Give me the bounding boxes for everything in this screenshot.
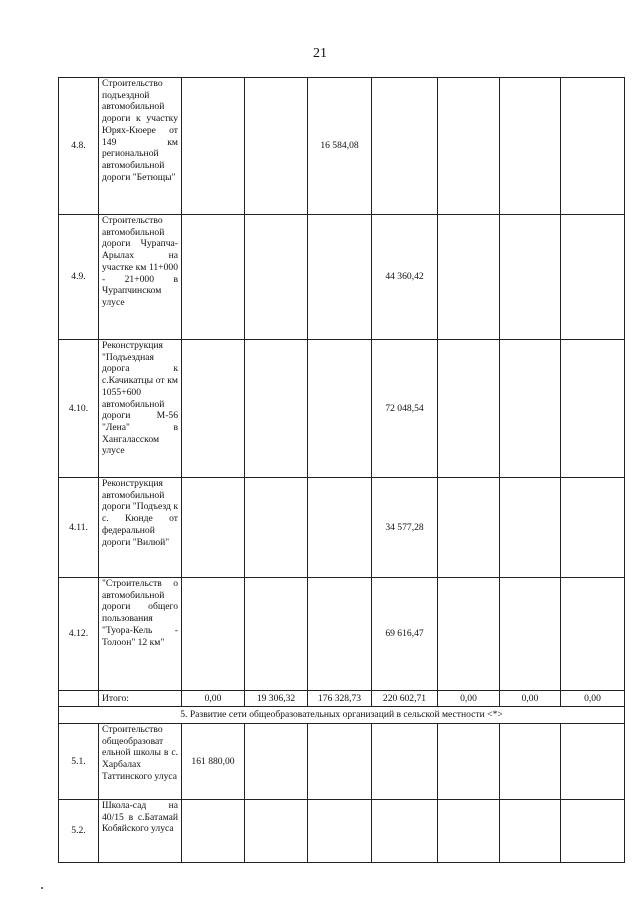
cell <box>500 215 561 340</box>
cell <box>500 724 561 800</box>
cell <box>308 215 372 340</box>
row-number: 4.12. <box>59 578 99 691</box>
cell <box>308 800 372 863</box>
cell <box>372 724 438 800</box>
total-value: 176 328,73 <box>308 691 372 707</box>
cell <box>372 78 438 215</box>
cell <box>308 478 372 578</box>
cell <box>561 78 625 215</box>
cell <box>245 215 308 340</box>
row-name: Строительство подъездной автомобильной дороги к участку Юрях-Кюере от 149 км региональной автомобильной дороги "Бетющы" <box>99 78 182 215</box>
cell <box>561 724 625 800</box>
cell-value: 69 616,47 <box>372 578 438 691</box>
cell <box>561 340 625 478</box>
row-number: 4.11. <box>59 478 99 578</box>
cell <box>500 78 561 215</box>
page-number: 21 <box>313 46 327 61</box>
table-row <box>59 78 625 215</box>
cell <box>59 691 99 707</box>
total-value: 0,00 <box>182 691 245 707</box>
cell <box>561 800 625 863</box>
cell <box>245 478 308 578</box>
total-value: 0,00 <box>500 691 561 707</box>
cell <box>308 724 372 800</box>
cell <box>438 578 500 691</box>
cell <box>500 340 561 478</box>
cell <box>245 800 308 863</box>
table-row <box>59 478 625 578</box>
total-label: Итого: <box>99 691 182 707</box>
cell <box>245 78 308 215</box>
row-number: 4.10. <box>59 340 99 478</box>
cell <box>245 724 308 800</box>
section-heading-row <box>59 707 625 724</box>
table-row <box>59 800 625 863</box>
row-name: Строительство общеобразоват ельной школы в с. Харбалах Таттинского улуса <box>99 724 182 800</box>
row-name: Строительство автомобильной дороги Чурапча-Арылах на участке км 11+000 - 21+000 в Чурапчинском улусе <box>99 215 182 340</box>
total-row <box>59 691 625 707</box>
scan-speck <box>41 887 43 889</box>
cell <box>438 724 500 800</box>
row-number: 5.2. <box>59 800 99 863</box>
cell <box>372 800 438 863</box>
total-value: 0,00 <box>438 691 500 707</box>
cell <box>438 215 500 340</box>
cell <box>438 478 500 578</box>
cell <box>182 578 245 691</box>
cell <box>561 215 625 340</box>
cell <box>561 578 625 691</box>
cell <box>182 340 245 478</box>
cell <box>308 578 372 691</box>
cell <box>182 478 245 578</box>
cell <box>245 578 308 691</box>
row-name: Реконструкция автомобильной дороги "Подъезд к с. Кюнде от федеральной дороги "Вилюй" <box>99 478 182 578</box>
cell-value: 44 360,42 <box>372 215 438 340</box>
cell <box>438 78 500 215</box>
cell-value: 72 048,54 <box>372 340 438 478</box>
cell <box>182 215 245 340</box>
row-number: 4.9. <box>59 215 99 340</box>
cell <box>561 478 625 578</box>
section-title: 5. Развитие сети общеобразовательных организаций в сельской местности <*> <box>59 707 625 724</box>
table-row <box>59 724 625 800</box>
budget-table <box>58 77 625 863</box>
cell-value: 161 880,00 <box>182 724 245 800</box>
cell <box>308 340 372 478</box>
cell <box>182 78 245 215</box>
table-row <box>59 340 625 478</box>
row-name: Школа-сад на 40/15 в с.Батамай Кобяйского улуса <box>99 800 182 863</box>
total-value: 19 306,32 <box>245 691 308 707</box>
cell <box>438 800 500 863</box>
cell <box>500 578 561 691</box>
cell <box>245 340 308 478</box>
row-number: 4.8. <box>59 78 99 215</box>
total-value: 0,00 <box>561 691 625 707</box>
table-row <box>59 215 625 340</box>
cell <box>500 478 561 578</box>
cell <box>438 340 500 478</box>
row-name: "Строительств о автомобильной дороги общего пользования "Туора-Кель - Толоон" 12 км" <box>99 578 182 691</box>
total-value: 220 602,71 <box>372 691 438 707</box>
cell <box>182 800 245 863</box>
table-row <box>59 578 625 691</box>
row-name: Реконструкция "Подъездная дорога к с.Качикатцы от км 1055+600 автомобильной дороги М-56 "Лена" в Хангаласском улусе <box>99 340 182 478</box>
cell-value: 16 584,08 <box>308 78 372 215</box>
cell <box>500 800 561 863</box>
row-number: 5.1. <box>59 724 99 800</box>
cell-value: 34 577,28 <box>372 478 438 578</box>
